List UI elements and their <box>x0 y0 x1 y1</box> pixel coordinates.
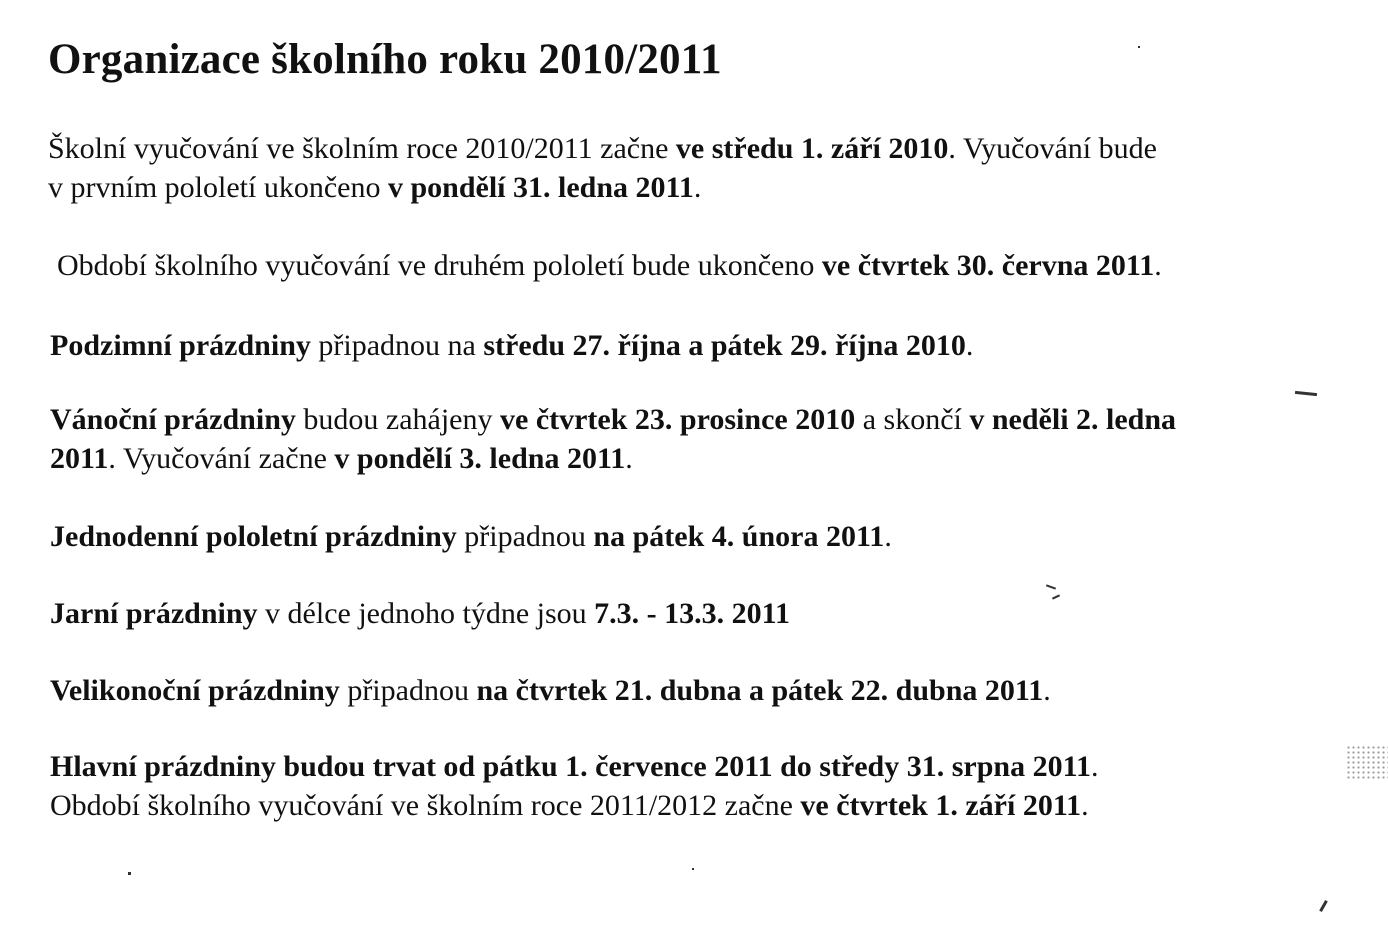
paragraph-school-year-start <box>48 129 1157 207</box>
emphasized-text: ve čtvrtek 23. prosince 2010 <box>500 403 856 436</box>
emphasized-text: Jednodenní pololetní prázdniny <box>50 520 457 553</box>
body-text: . Vyučování bude <box>948 132 1157 165</box>
scan-speck <box>1295 391 1317 396</box>
body-text: připadnou <box>456 520 594 553</box>
emphasized-text: na pátek 4. února 2011 <box>593 520 885 553</box>
emphasized-text: na čtvrtek 21. dubna a pátek 22. dubna 2011 <box>476 674 1044 707</box>
scan-noise <box>1346 745 1388 781</box>
emphasized-text: Velikonoční prázdniny <box>50 674 340 707</box>
scan-speck <box>1138 46 1140 48</box>
scan-speck <box>1046 584 1056 589</box>
paragraph-semester-break <box>50 517 892 556</box>
scan-speck <box>692 868 694 870</box>
body-text: Období školního vyučování ve druhém pololetí bude ukončeno <box>57 249 822 282</box>
scan-speck <box>128 872 131 875</box>
body-text: . <box>1081 789 1089 822</box>
document-title: Organizace školního roku 2010/2011 <box>48 36 722 83</box>
body-text: Období školního vyučování ve školním roce 2011/2012 začne <box>50 789 801 822</box>
scan-speck <box>1319 900 1328 912</box>
body-text: budou zahájeny <box>295 403 500 436</box>
body-text: . Vyučování začne <box>108 442 335 475</box>
body-text: a skončí <box>855 403 970 436</box>
emphasized-text: ve čtvrtek 30. června 2011 <box>821 249 1155 282</box>
body-text: . <box>965 329 974 362</box>
emphasized-text: ve čtvrtek 1. září 2011 <box>800 789 1082 822</box>
emphasized-text: Podzimní prázdniny <box>50 329 311 362</box>
emphasized-text: v neděli 2. ledna <box>969 403 1177 436</box>
body-text: v délce jednoho týdne jsou <box>257 597 595 630</box>
paragraph-autumn-holidays <box>50 326 973 365</box>
scan-speck <box>1052 594 1060 599</box>
body-text: připadnou <box>339 674 477 707</box>
emphasized-text: Vánoční prázdniny <box>50 403 296 436</box>
paragraph-easter-holidays <box>50 671 1051 710</box>
paragraph-christmas-holidays <box>50 400 1176 478</box>
emphasized-text: ve středu 1. září 2010 <box>675 132 949 165</box>
emphasized-text: v pondělí 31. ledna 2011 <box>387 171 694 204</box>
emphasized-text: Hlavní prázdniny budou trvat od pátku 1. července 2011 do středy 31. srpna 2011 <box>50 750 1091 783</box>
body-text: . <box>693 171 702 204</box>
body-text: . <box>1154 249 1162 282</box>
body-text: Školní vyučování ve školním roce 2010/2011 začne <box>48 132 676 165</box>
emphasized-text: v pondělí 3. ledna 2011 <box>334 442 626 475</box>
paragraph-spring-holidays <box>50 594 790 633</box>
emphasized-text: 7.3. - 13.3. 2011 <box>594 597 790 630</box>
body-text: . <box>1043 674 1051 707</box>
emphasized-text: 2011 <box>50 442 109 475</box>
paragraph-summer-holidays <box>50 747 1098 825</box>
body-text: v prvním pololetí ukončeno <box>48 171 388 204</box>
body-text: . <box>884 520 892 553</box>
emphasized-text: Jarní prázdniny <box>50 597 258 630</box>
body-text: připadnou na <box>310 329 484 362</box>
body-text: . <box>1090 750 1099 783</box>
body-text: . <box>625 442 633 475</box>
paragraph-second-semester-end <box>57 246 1162 285</box>
emphasized-text: středu 27. října a pátek 29. října 2010 <box>483 329 966 362</box>
